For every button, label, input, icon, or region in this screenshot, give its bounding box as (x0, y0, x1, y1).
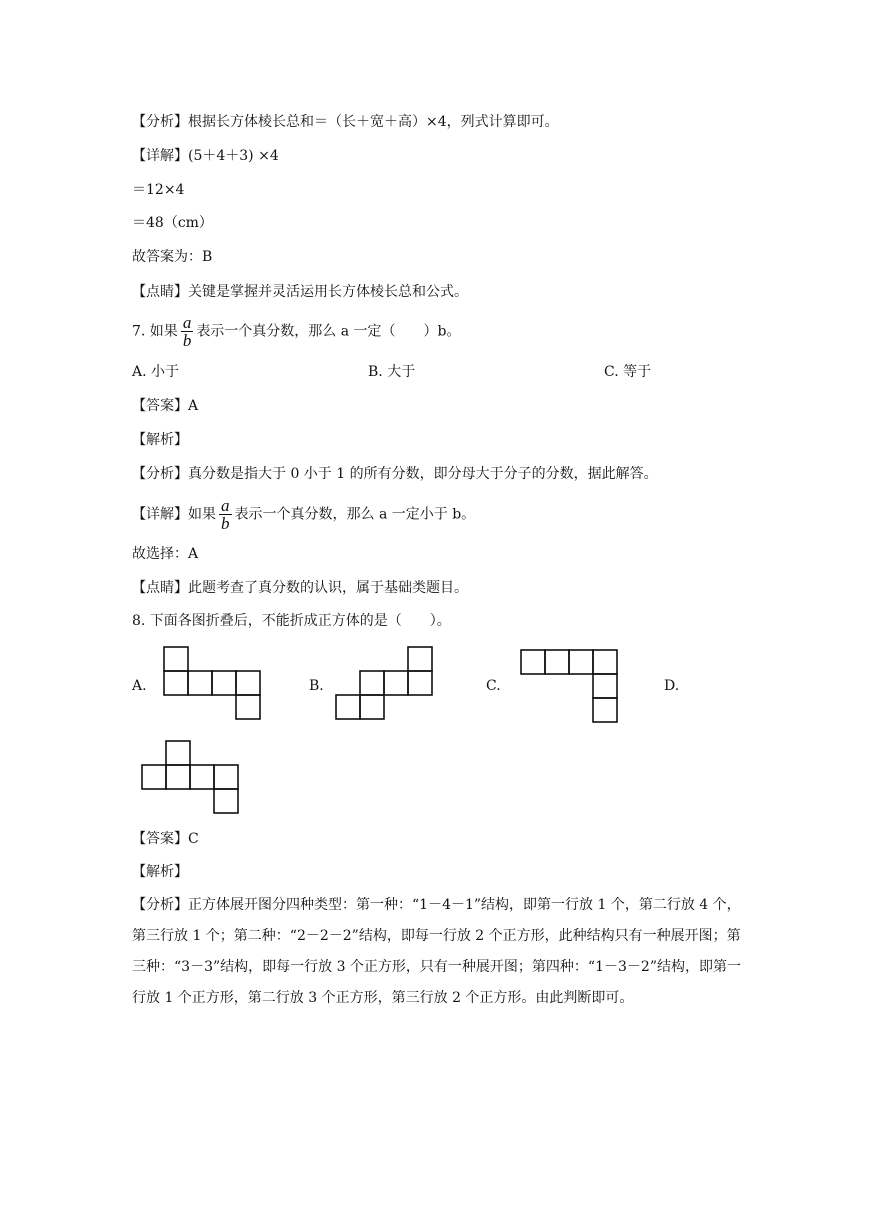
q7-stem-pre: 7. 如果 (132, 323, 178, 340)
q8-label-a: A. (132, 678, 147, 694)
q8-analysis: 【分析】正方体展开图分四种类型：第一种：“1－4－1”结构，即第一行放 1 个，第二行放 4 个，第三行放 1 个；第二种：“2－2－2”结构，即每一行放 2 个正方形，此种结构只有一种展开图；第三种：“3－3”结构，即每一行放 3 个正方形，只有一种展开图；第四种：“1－3－2”结构，即第一行放 1 个正方形，第二行放 3 个正方形，第三行放 2 个正方形。由此判断即可。 (132, 897, 741, 1006)
q7-detail-post: 表示一个真分数，那么 a 一定小于 b。 (234, 506, 476, 523)
q7-detail (132, 497, 475, 532)
q8-answer: 【答案】C (132, 831, 199, 847)
q6-detail: 【详解】(5＋4＋3) ×4 (132, 148, 279, 164)
q7-option-a: A. 小于 (132, 364, 180, 380)
q7-analysis: 【分析】真分数是指大于 0 小于 1 的所有分数，即分母大于分子的分数，据此解答。 (132, 466, 658, 482)
q7-stem (132, 314, 461, 349)
q6-comment: 【点睛】关键是掌握并灵活运用长方体棱长总和公式。 (132, 284, 468, 300)
q6-answer-line: 故答案为：B (132, 249, 213, 265)
q8-label-c: C. (486, 678, 501, 694)
q8-net-b (334, 645, 438, 723)
q8-label-b: B. (309, 678, 324, 694)
q6-step2: ＝48（cm） (132, 215, 213, 231)
q8-stem: 8. 下面各图折叠后，不能折成正方体的是（ ）。 (132, 613, 451, 629)
q7-detail-fraction-denominator: b (221, 514, 230, 533)
q7-choice-line: 故选择：A (132, 546, 199, 562)
q7-fraction-numerator: a (182, 313, 192, 332)
q8-net-c (519, 648, 623, 726)
q7-detail-fraction (219, 497, 232, 532)
q7-fraction (181, 314, 194, 349)
q8-analysis-head: 【解析】 (132, 864, 188, 880)
q7-detail-pre: 【详解】如果 (132, 506, 216, 523)
q7-comment: 【点睛】此题考查了真分数的认识，属于基础类题目。 (132, 580, 468, 596)
q7-fraction-denominator: b (182, 331, 192, 350)
q8-net-a (162, 645, 266, 723)
q8-net-d (140, 739, 244, 817)
q8-label-d: D. (664, 678, 680, 694)
q7-stem-post: 表示一个真分数，那么 a 一定（ ）b。 (196, 323, 461, 340)
q7-option-b: B. 大于 (368, 364, 416, 380)
q7-option-c: C. 等于 (604, 364, 652, 380)
q6-step1: ＝12×4 (132, 182, 185, 198)
q6-analysis: 【分析】根据长方体棱长总和＝（长＋宽＋高）×4，列式计算即可。 (132, 114, 559, 130)
q7-detail-fraction-numerator: a (221, 496, 230, 515)
q7-analysis-head: 【解析】 (132, 432, 188, 448)
q7-answer: 【答案】A (132, 398, 199, 414)
